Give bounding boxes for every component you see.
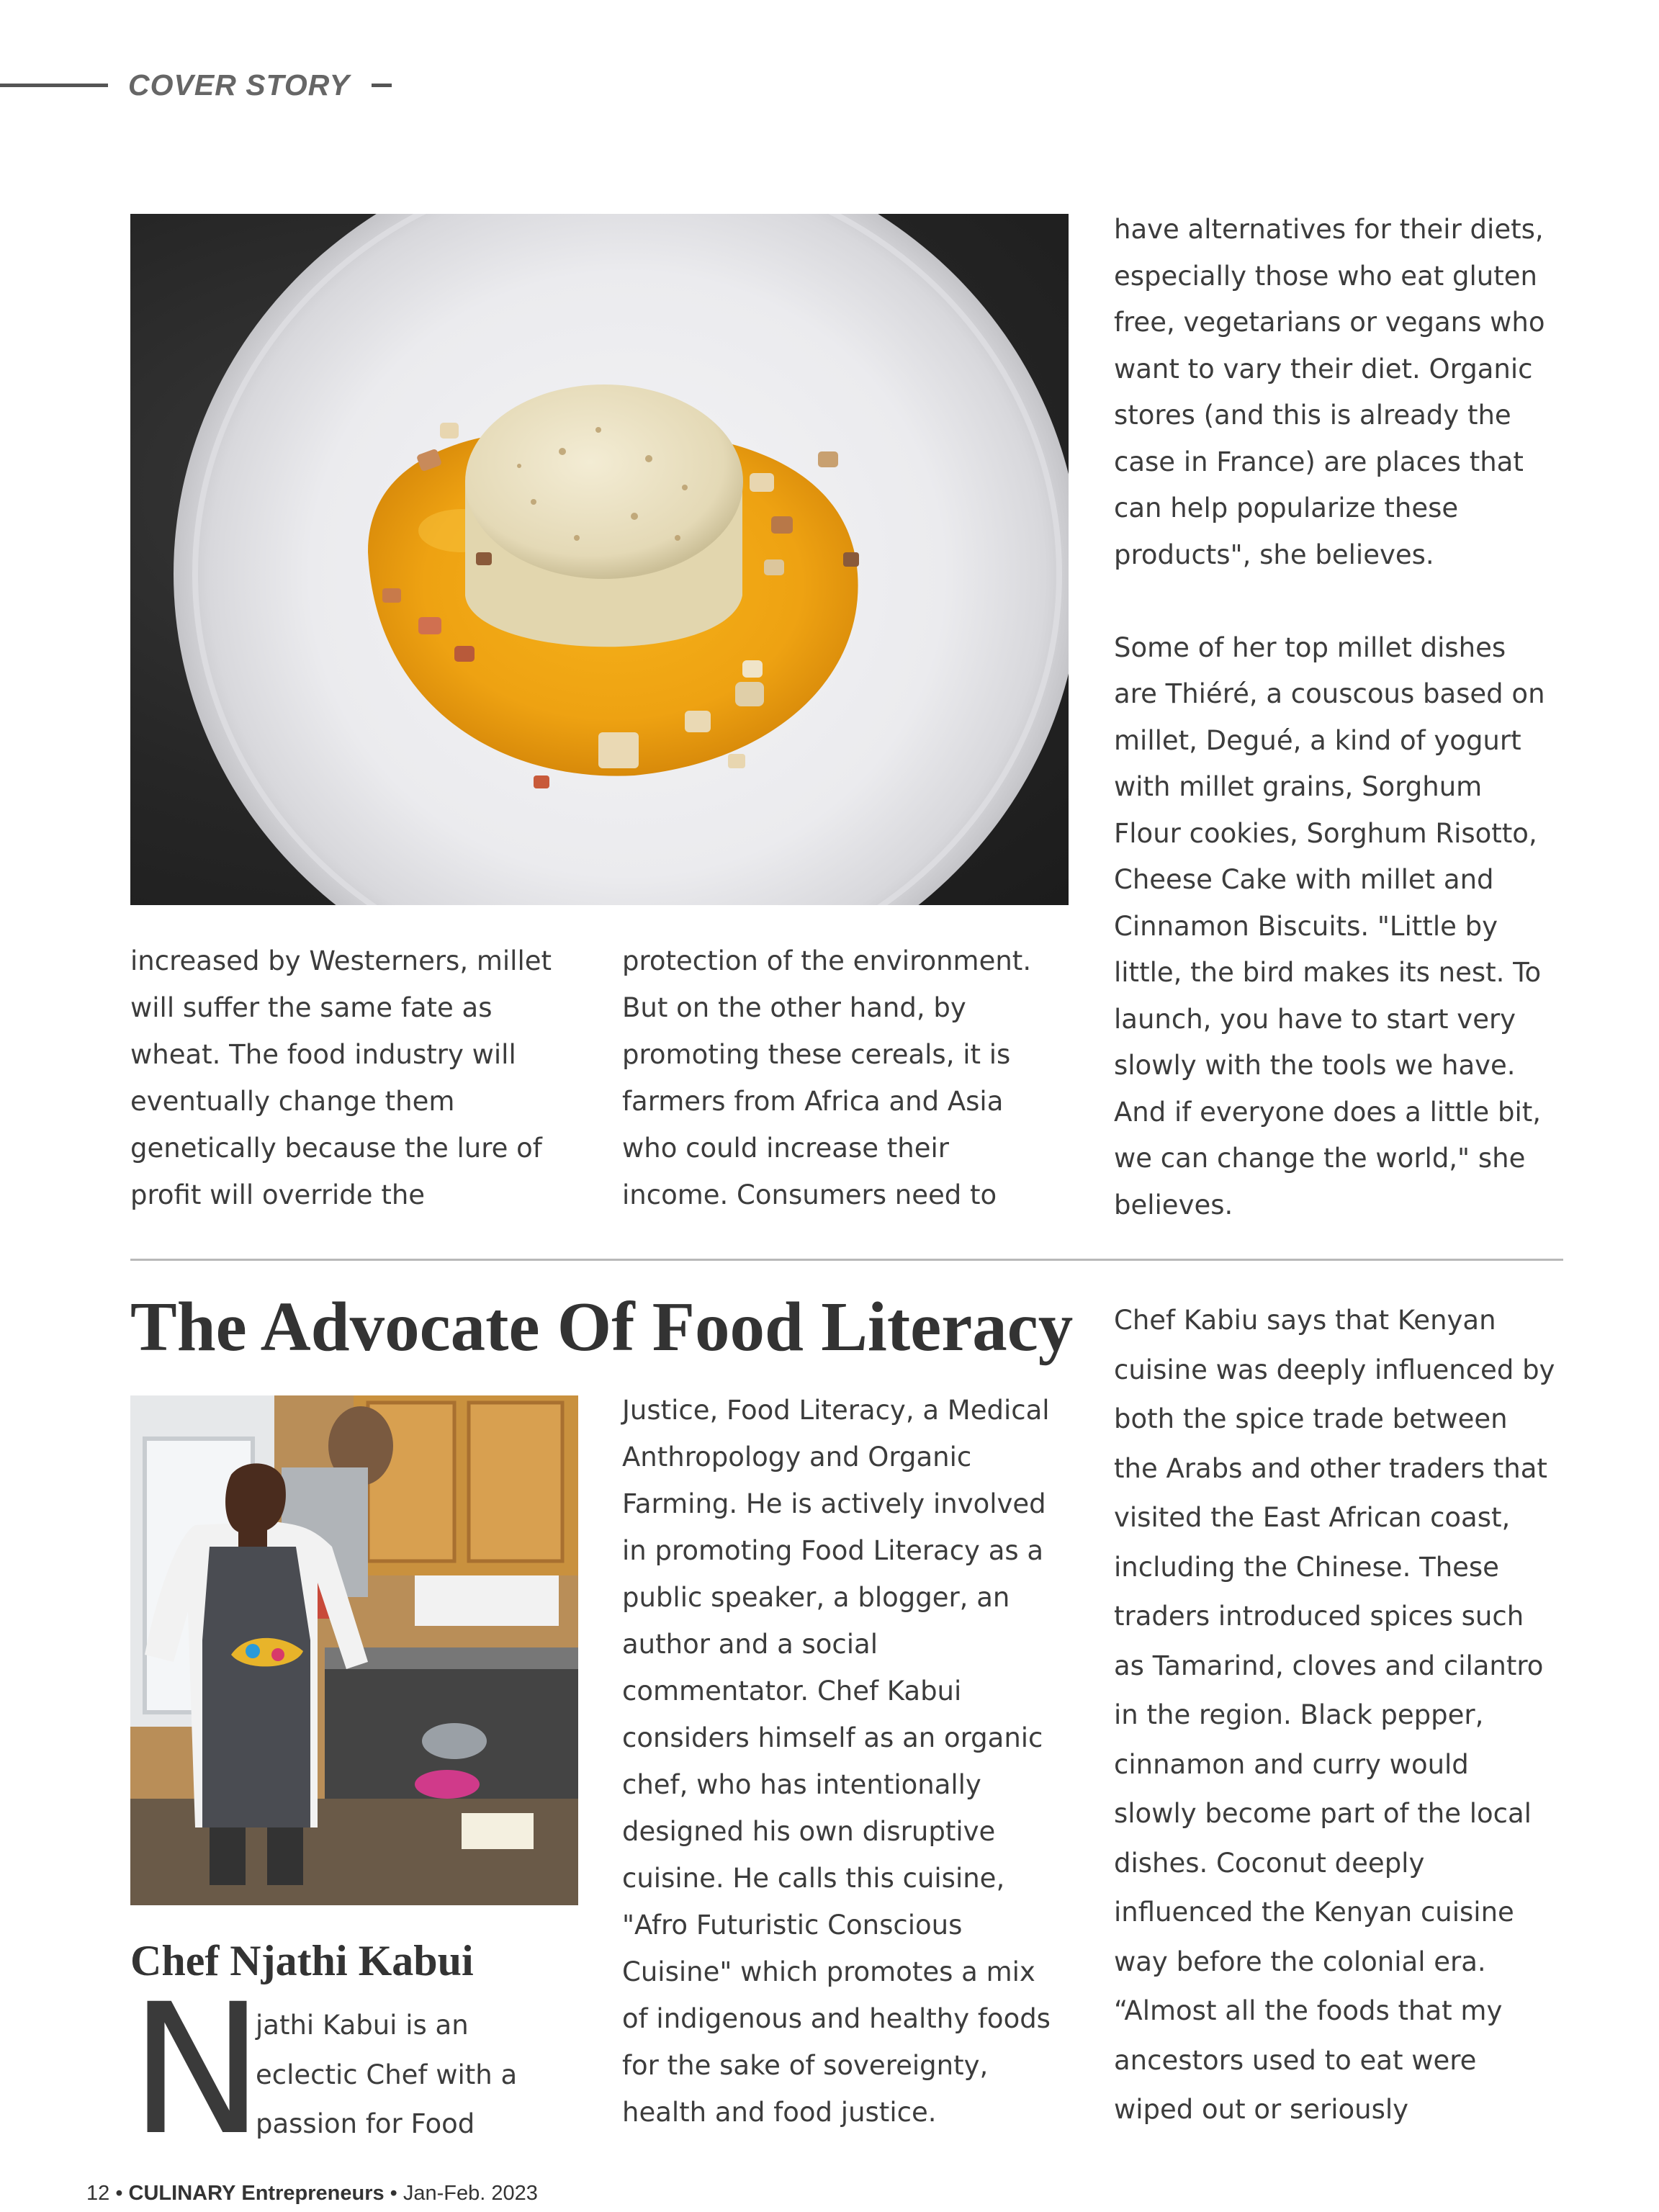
- section-rule-right: [372, 84, 392, 87]
- feature-column-3: Chef Kabiu says that Kenyan cuisine was deeply influenced by both the spice trade between the Arabs and other traders that visited the East African coast, including the Chinese. These traders introduced spices such as Tamarind, cloves and cilantro in the region. Black pepper, cinnamon and curry would slowly become part of the local dishes. Coconut deeply influenced the Kenyan cuisine way before the colonial era. “Almost all the foods that my ancestors used to eat were wiped out or seriously: [1114, 1305, 1555, 2125]
- top-article-column-1: increased by Westerners, millet will suffer the same fate as wheat. The food industry will eventually change them genetically because the lure of profit will override the: [130, 945, 552, 1210]
- page-number: 12: [86, 2182, 110, 2205]
- top-article-column-2: protection of the environment. But on the other hand, by promoting these cereals, it is farmers from Africa and Asia who could increase their income. Consumers need to: [622, 945, 1032, 1210]
- footer-separator-2: •: [390, 2182, 397, 2205]
- drop-cap: N: [130, 1965, 265, 2175]
- issue-date: Jan-Feb. 2023: [403, 2182, 538, 2205]
- magazine-brand-entrepreneurs: Entrepreneurs: [241, 2182, 385, 2205]
- page-footer: [86, 2179, 538, 2208]
- chef-name: Chef Njathi Kabui: [130, 1937, 474, 1984]
- magazine-brand-culinary: CULINARY: [128, 2182, 236, 2205]
- section-label: [0, 63, 392, 107]
- chef-photo: [130, 1395, 578, 1905]
- footer-separator-1: •: [115, 2182, 123, 2205]
- section-rule-left: [0, 84, 108, 87]
- section-divider: [130, 1259, 1563, 1261]
- feature-column-2: Justice, Food Literacy, a Medical Anthropology and Organic Farming. He is actively involved in promoting Food Literacy as a public speaker, a blogger, an author and a social commentator. Chef Kabui considers himself as an organic chef, who has intentionally designed his own disruptive cuisine. He calls this cuisine, "Afro Futuristic Conscious Cuisine" which promotes a mix of indigenous and healthy foods for the sake of sovereignty, health and food justice.: [622, 1395, 1051, 2128]
- feature-column-1: jathi Kabui is an eclectic Chef with a passion for Food: [256, 2010, 518, 2139]
- section-label-text: COVER STORY: [128, 68, 350, 102]
- top-article-column-3: have alternatives for their diets, especially those who eat gluten free, vegetarians or vegans who want to vary their diet. Organic stores (and this is already the case in France) are places that can help popularize these products", she believes. Some of her top millet dishes are Thiéré, a couscous based on millet, Degué, a kind of yogurt with millet grains, Sorghum Flour cookies, Sorghum Risotto, Cheese Cake with millet and Cinnamon Biscuits. "Little by little, the bird makes its nest. To launch, you have to start very slowly with the tools we have. And if everyone does a little bit, we can change the world," she believes.: [1114, 214, 1545, 1220]
- food-photo: [130, 214, 1069, 905]
- feature-headline: The Advocate Of Food Literacy: [130, 1288, 1074, 1365]
